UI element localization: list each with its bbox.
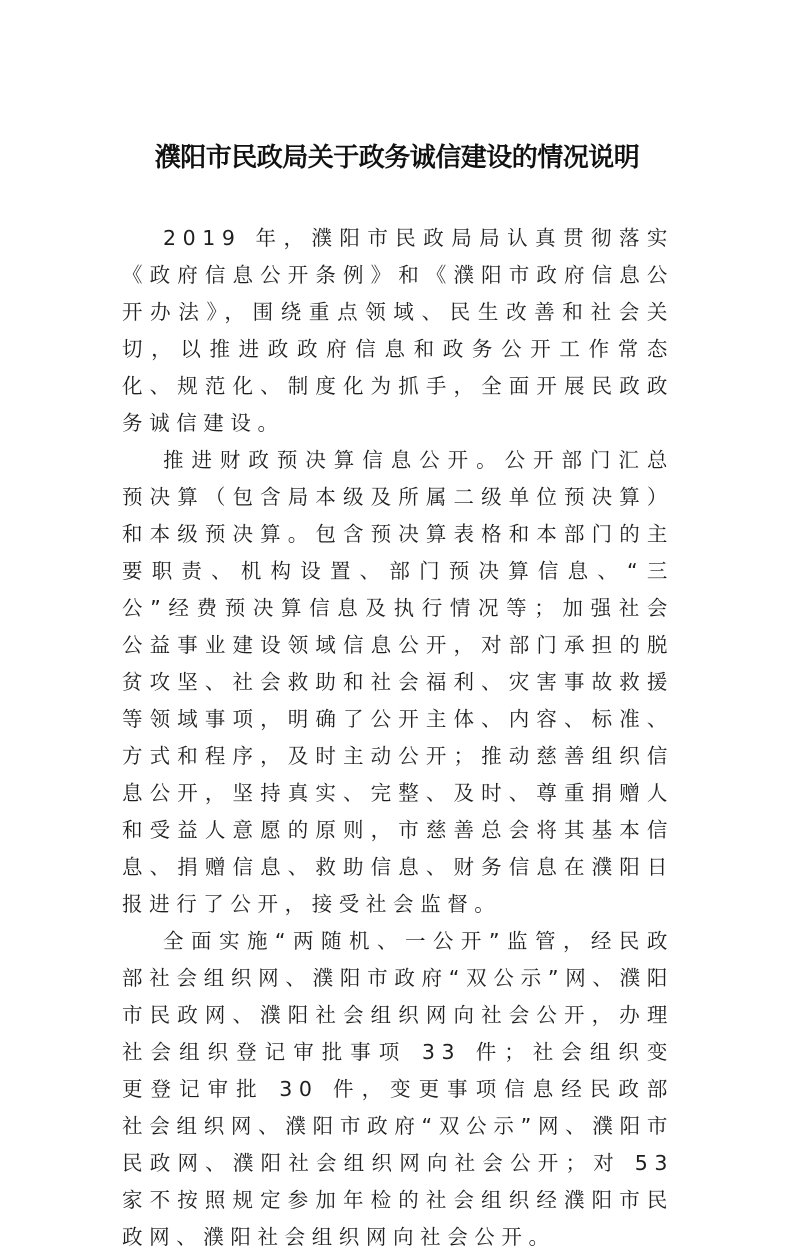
document-title: 濮阳市民政局关于政务诚信建设的情况说明 [154,143,640,173]
paragraph-budget-disclosure: 推进财政预决算信息公开。公开部门汇总预决算（包含局本级及所属二级单位预决算）和本级预决算。包含预决算表格和本部门的主要职责、机构设置、部门预决算信息、“三公”经费预决算信息及执行情况等；加强社会公益事业建设领域信息公开，对部门承担的脱贫攻坚、社会救助和社会福利、灾害事故救援等领域事项，明确了公开主体、内容、标准、方式和程序，及时主动公开；推动慈善组织信息公开，坚持真实、完整、及时、尊重捐赠人和受益人意愿的原则，市慈善总会将其基本信息、捐赠信息、救助信息、财务信息在濮阳日报进行了公开，接受社会监督。 [122,448,674,916]
document-body [122,220,674,1256]
paragraph-supervision: 全面实施“两随机、一公开”监管，经民政部社会组织网、濮阳市政府“双公示”网、濮阳市民政网、濮阳社会组织网向社会公开，办理社会组织登记审批事项 33 件；社会组织变更登记审批 30 件，变更事项信息经民政部社会组织网、濮阳市政府“双公示”网、濮阳市民政网、濮阳社会组织网向社会公开；对 53 家不按照规定参加年检的社会组织经濮阳市民政网、濮阳社会组织网向社会公开。 [122,929,674,1249]
paragraph-intro: 2019 年，濮阳市民政局局认真贯彻落实《政府信息公开条例》和《濮阳市政府信息公开办法》，围绕重点领域、民生改善和社会关切，以推进政政府信息和政务公开工作常态化、规范化、制度化为抓手，全面开展民政政务诚信建设。 [122,226,674,435]
